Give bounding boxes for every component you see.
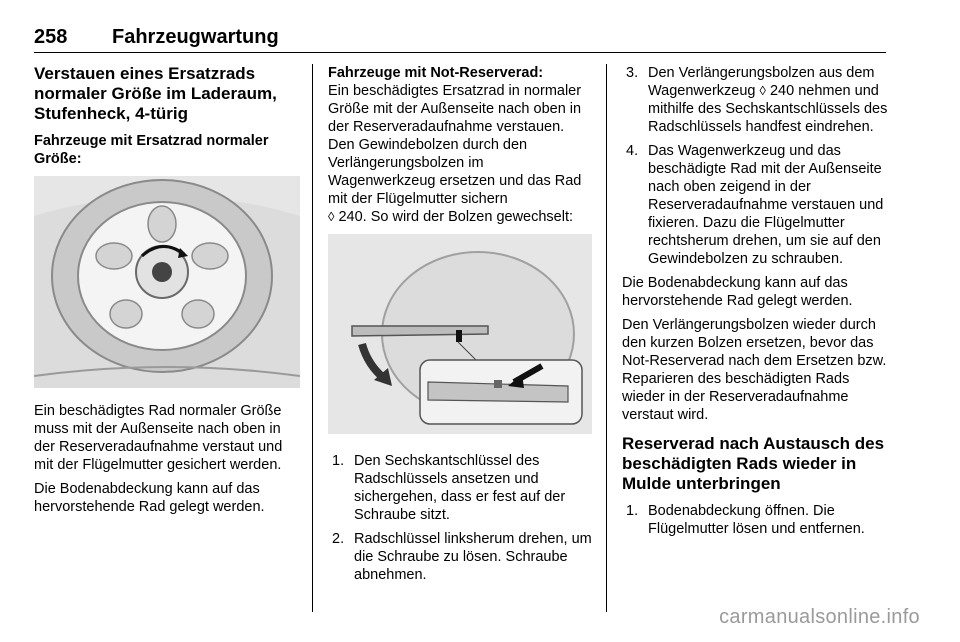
page-reference-icon[interactable]: ◊	[328, 209, 335, 224]
spare-wheel-drawing	[34, 176, 300, 388]
subheading-temporary-spare: Fahrzeuge mit Not-Reserverad:	[328, 65, 544, 81]
list-item: 3. Den Verlängerungsbolzen aus dem Wagenwerkzeug ◊ 240 nehmen und mithilfe des Sechskantschlüssels des Radschlüssels handfest eindrehen.	[626, 65, 888, 135]
paragraph-floor-cover: Die Bodenabdeckung kann auf das hervorstehende Rad gelegt werden.	[34, 481, 265, 515]
intro-reference-text: 240. So wird der Bolzen gewechselt:	[338, 209, 574, 225]
list-item: 4. Das Wagenwerkzeug und das beschädigte Rad mit der Außenseite nach oben zeigend in der Reserveradaufnahme verstauen und fixieren. Dazu die Flügelmutter rechtsherum drehen, um sie auf den Gewindebolzen zu schrauben.	[626, 143, 884, 267]
column-1	[34, 64, 300, 522]
paragraph-floor-cover: Die Bodenabdeckung kann auf das hervorstehende Rad gelegt werden.	[622, 275, 853, 309]
section-heading-return-spare: Reserverad nach Austausch des beschädigten Rads wieder in Mulde unterbringen	[622, 434, 885, 493]
bolt-replacement-illustration	[328, 234, 592, 434]
paragraph-damaged-wheel: Ein beschädigtes Rad normaler Größe muss mit der Außenseite nach oben in der Reserveradaufnahme verstaut und mit der Flügelmutter gesichert werden.	[34, 403, 283, 473]
bolt-replacement-drawing	[328, 234, 592, 434]
section-title: Fahrzeugwartung	[112, 26, 279, 48]
bolt-replacement-steps	[328, 452, 592, 584]
page-number: 258	[34, 26, 68, 48]
page-reference-icon[interactable]: ◊	[759, 83, 766, 98]
list-item: 1. Den Sechskantschlüssel des Radschlüssels ansetzen und sichergehen, dass er fest auf der Schraube sitzt.	[332, 453, 566, 523]
page-header	[34, 26, 886, 53]
column-2	[328, 64, 592, 590]
subheading-full-size-spare: Fahrzeuge mit Ersatzrad normaler Größe:	[34, 133, 269, 167]
list-item: 1. Bodenabdeckung öffnen. Die Flügelmutter lösen und entfernen.	[626, 503, 865, 537]
spare-wheel-illustration	[34, 176, 300, 388]
intro-paragraph	[328, 64, 592, 226]
paragraph-bolt-reinstall: Den Verlängerungsbolzen wieder durch den kurzen Bolzen ersetzen, bevor das Not-Reserverad nach dem Ersetzen bzw. Reparieren des beschädigten Rads wieder in der Reserveradaufnahme verstaut wird.	[622, 317, 887, 423]
column-3	[622, 64, 890, 544]
bolt-replacement-steps-continued	[622, 64, 890, 268]
column-divider-2	[606, 64, 607, 612]
column-divider-1	[312, 64, 313, 612]
section-heading: Verstauen eines Ersatzrads normaler Größe im Laderaum, Stufenheck, 4-türig	[34, 64, 277, 123]
return-spare-steps	[622, 502, 890, 538]
list-item: 2. Radschlüssel linksherum drehen, um die Schraube zu lösen. Schraube abnehmen.	[332, 531, 592, 583]
intro-text: Ein beschädigtes Ersatzrad in normaler Größe mit der Außenseite nach oben in der Reserveradaufnahme verstauen. Den Gewindebolzen durch den Verlängerungsbolzen im Wagenwerkzeug ersetzen und das Rad mit der Flügelmutter sichern	[328, 83, 582, 207]
watermark: carmanualsonline.info	[719, 606, 920, 628]
